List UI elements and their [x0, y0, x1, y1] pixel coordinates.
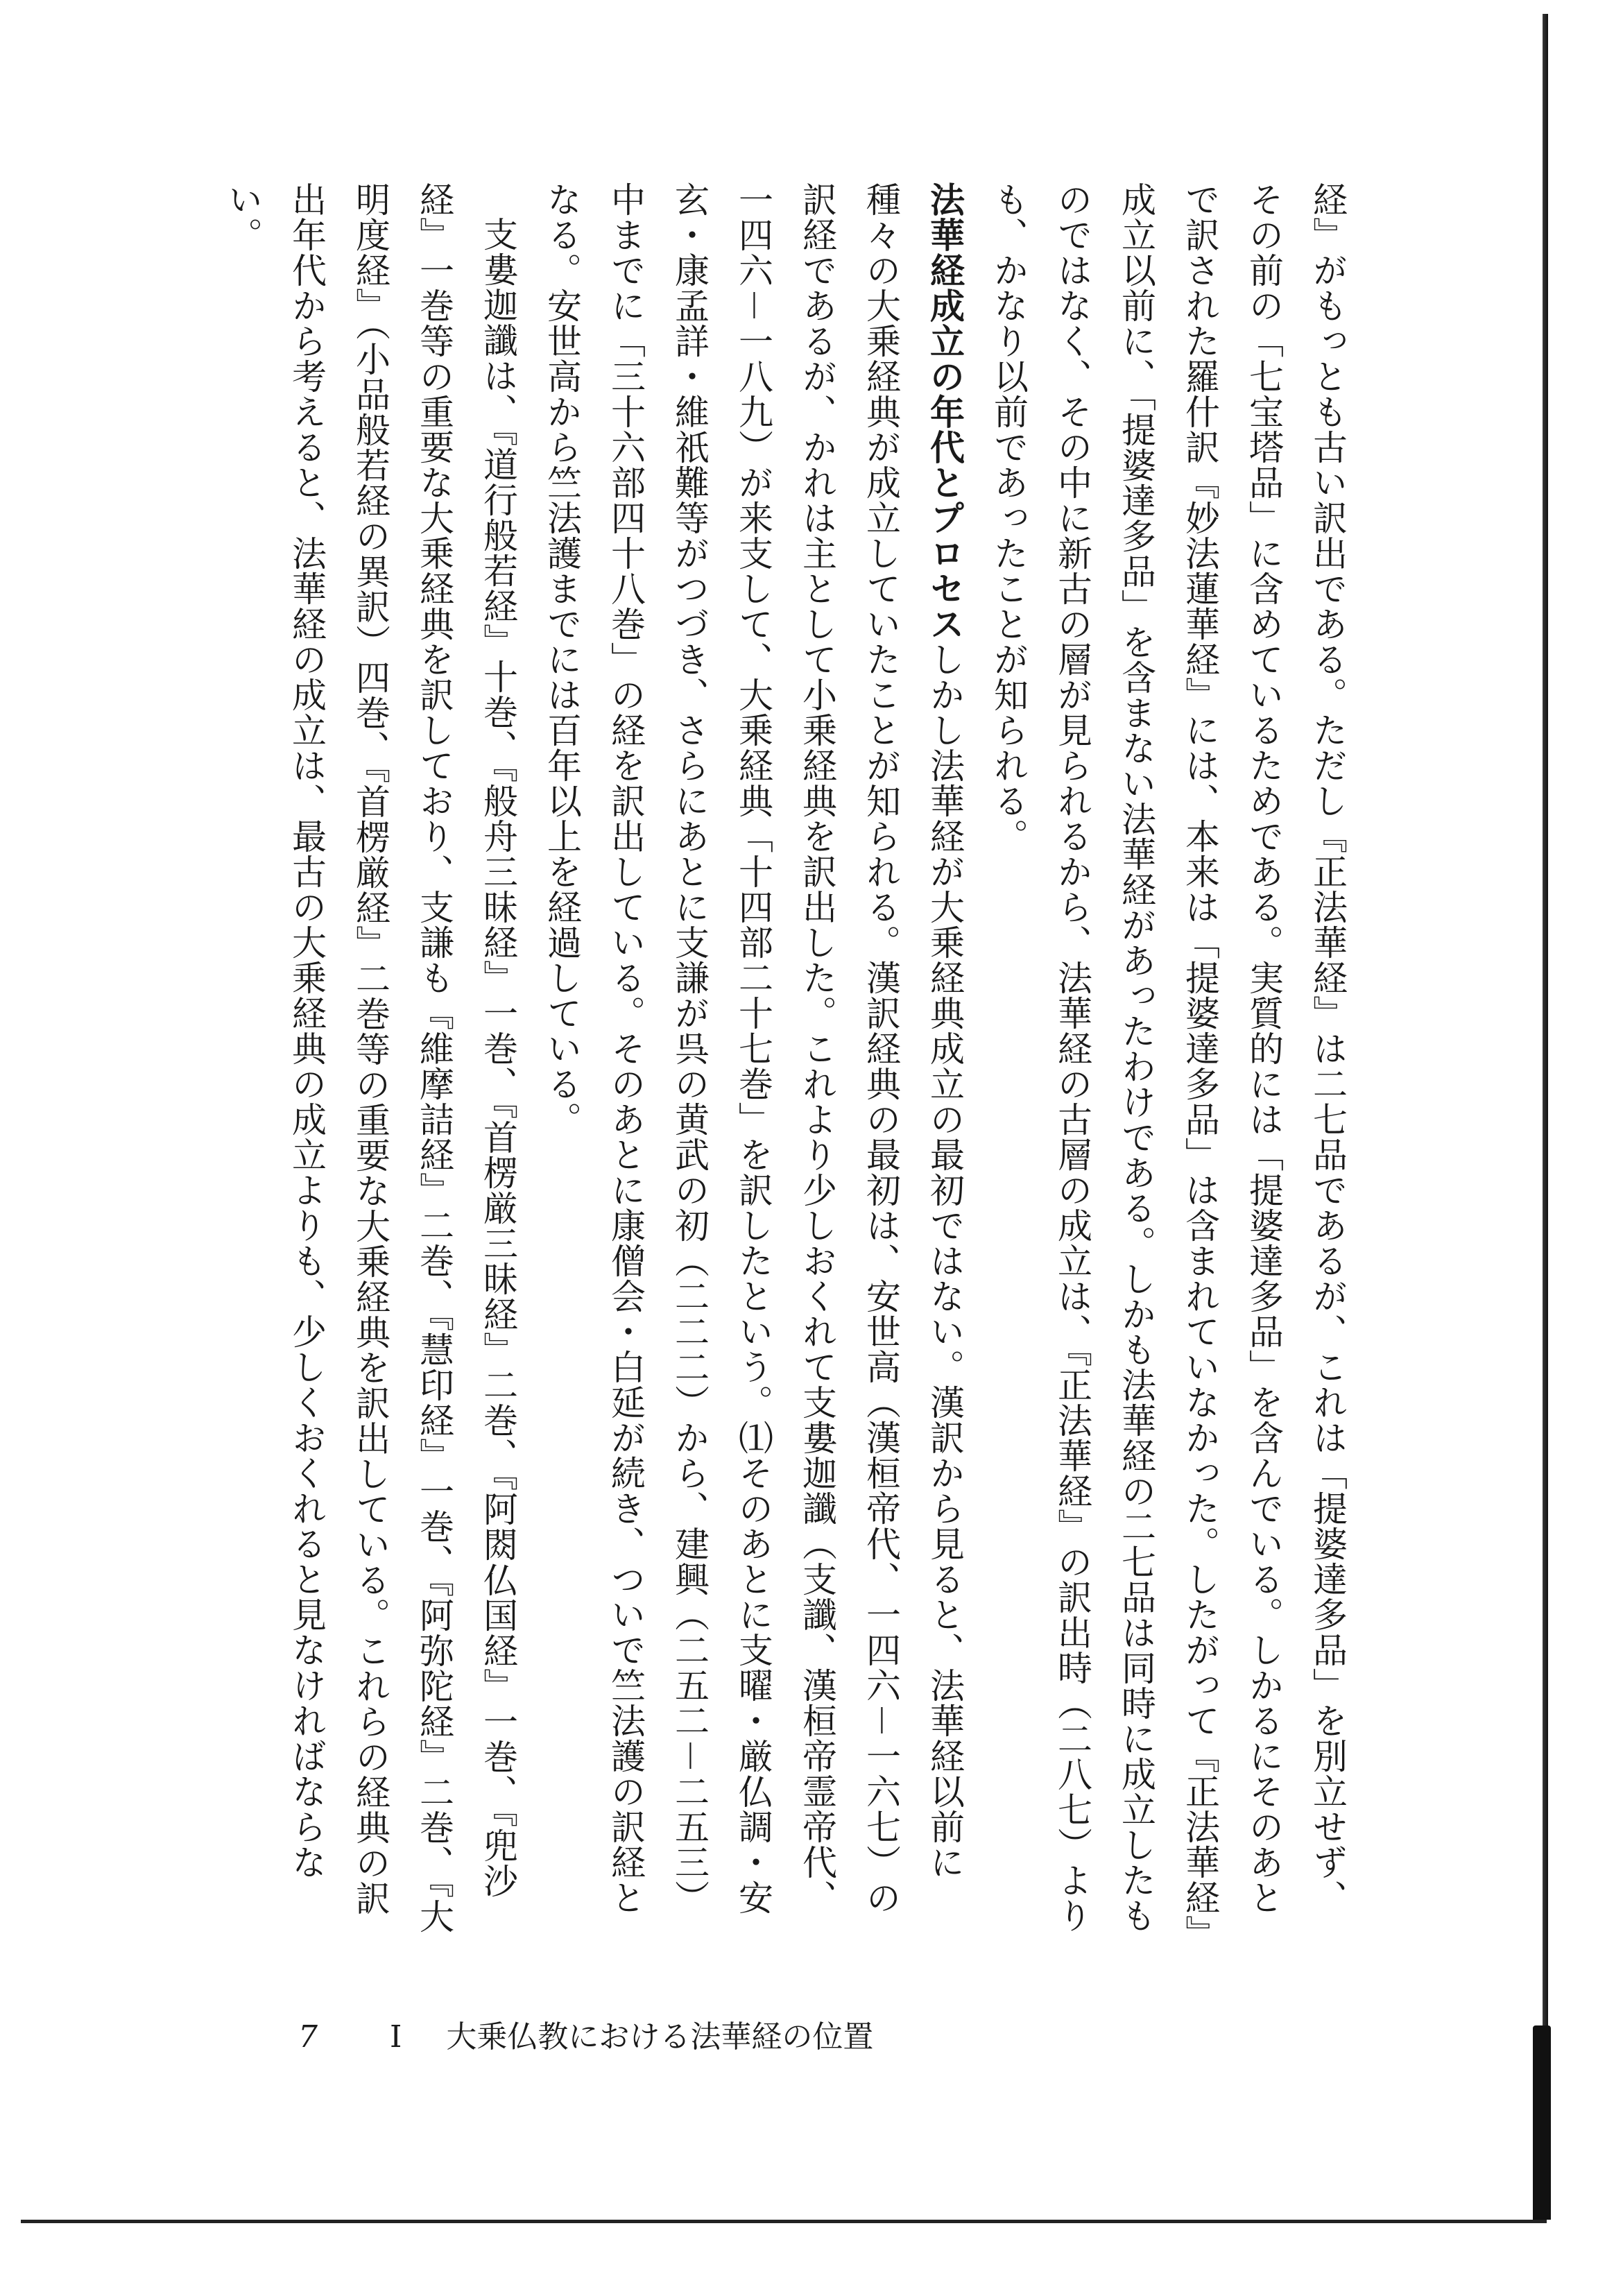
scan-edge-bottom: [21, 2220, 1547, 2223]
page-number: 7: [298, 2019, 318, 2055]
body-text: [223, 182, 1408, 1944]
section-paragraph: [530, 182, 977, 1944]
section-paragraph-text: しかし法華経が大乗経典成立の最初ではない。漢訳から見ると、法華経以前に種々の大乗経典が成立していたことが知られる。漢訳経典の最初は、安世高（漢桓帝代、一四六－一六七）の訳経であるが、かれは主として小乗経典を訳出した。これより少しおくれて支婁迦讖（支讖、漢桓帝霊帝代、一四六－一八九）が来支して、大乗経典「十四部二十七巻」を訳したという。⑴そのあとに支曜・厳仏調・安玄・康孟詳・維祇難等がつづき、さらにあとに支謙が呉の黄武の初（二二二）から、建興（二五二－二五三）中までに「三十六部四十八巻」の経を訳出している。そのあとに康僧会・白延が続き、ついで竺法護の訳経となる。安世高から竺法護までには百年以上を経過している。: [542, 182, 965, 1915]
scan-edge-right: [1543, 14, 1548, 2220]
scan-edge-shadow: [1533, 2025, 1551, 2220]
chapter-number: I: [390, 2019, 402, 2055]
section-heading: 法華経成立の年代とプロセス: [925, 182, 965, 642]
running-footer: [298, 2012, 873, 2056]
continuation-paragraph: 経』がもっとも古い訳出である。ただし『正法華経』は二七品であるが、これは「提婆達多品」を別立せず、その前の「七宝塔品」に含めているためである。実質的には「提婆達多品」を含んでいる。しかるにそのあとで訳された羅什訳『妙法蓮華経』には、本来は「提婆達多品」は含まれていなかった。したがって『正法華経』成立以前に、「提婆達多品」を含まない法華経があったわけである。しかも法華経の二七品は同時に成立したものではなく、その中に新古の層が見られるから、法華経の古層の成立は、『正法華経』の訳出時（二八七）よりも、かなり以前であったことが知られる。: [988, 182, 1348, 1933]
chapter-title: 大乗仏教における法華経の位置: [446, 2019, 874, 2055]
paragraph-lokaksema: 支婁迦讖は、『道行般若経』十巻、『般舟三昧経』一巻、『首楞厳三昧経』二巻、『阿閦仏国経』一巻、『兜沙経』一巻等の重要な大乗経典を訳しており、支謙も『維摩詰経』二巻、『慧印経』一巻、『阿弥陀経』二巻、『大明度経』（小品般若経の異訳）四巻、『首楞厳経』二巻等の重要な大乗経典を訳出している。これらの経典の訳出年代から考えると、法華経の成立は、最古の大乗経典の成立よりも、少しくおくれると見なければならない。: [223, 182, 518, 1934]
